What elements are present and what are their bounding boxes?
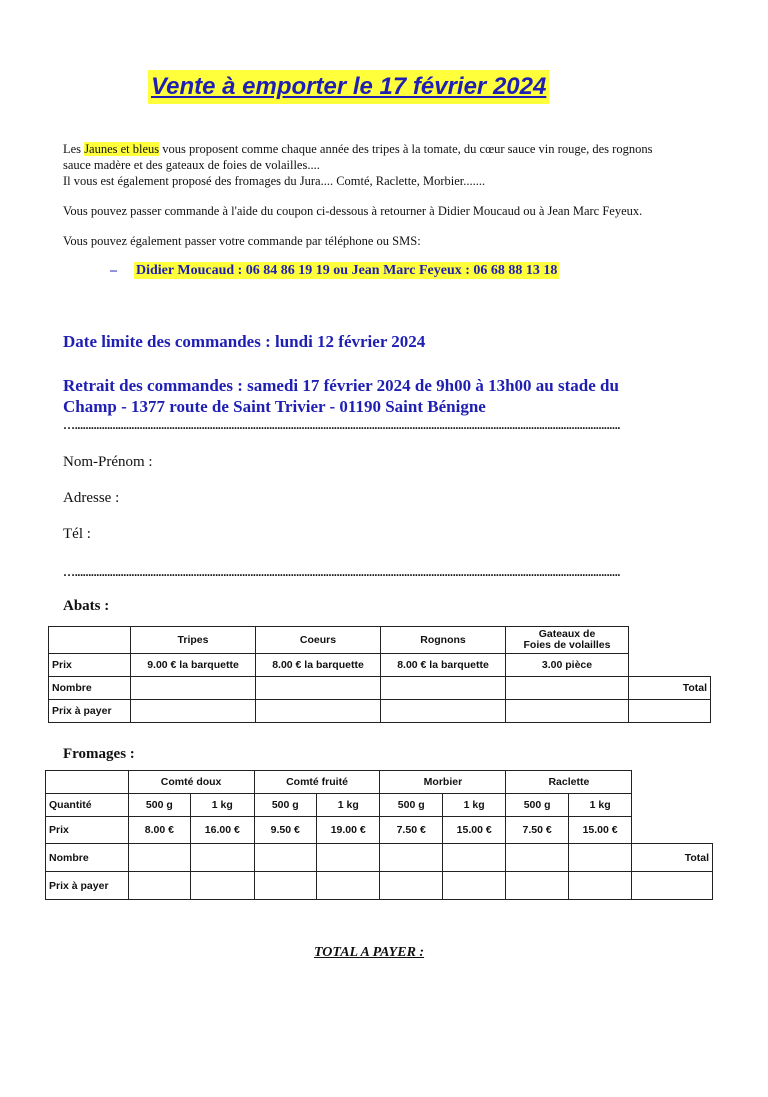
- price-cell: 8.00 € la barquette: [256, 654, 381, 677]
- empty-cell: [46, 771, 129, 794]
- size-cell: 500 g: [506, 794, 568, 817]
- amount-input-cell[interactable]: [506, 700, 629, 723]
- total-to-pay-label: TOTAL A PAYER :: [314, 945, 425, 960]
- cut-line-top: …..........................................................................................................................................................................................................: [63, 418, 621, 432]
- row-label-nombre: Nombre: [46, 844, 129, 872]
- price-cell: 9.00 € la barquette: [131, 654, 256, 677]
- fromages-quantite-row: [46, 794, 713, 817]
- quantity-input-cell[interactable]: [317, 844, 380, 872]
- price-cell: 9.50 €: [254, 817, 316, 844]
- quantity-input-cell[interactable]: [506, 844, 568, 872]
- name-field-label: Nom-Prénom :: [63, 454, 153, 470]
- intro-line-2: sauce madère et des gateaux de foies de volailles....: [63, 158, 320, 172]
- abats-header-row: [49, 627, 711, 654]
- cheese-morbier: Morbier: [380, 771, 506, 794]
- contact-phones-text: Didier Moucaud : 06 84 86 19 19 ou Jean Marc Feyeux : 06 68 88 13 18: [136, 263, 558, 278]
- list-dash: –: [110, 263, 117, 278]
- fromages-prix-payer-row: [46, 872, 713, 900]
- row-label-nombre: Nombre: [49, 677, 131, 700]
- price-cell: 8.00 €: [128, 817, 190, 844]
- price-cell: 15.00 €: [442, 817, 505, 844]
- abats-prix-row: [49, 654, 711, 677]
- amount-input-cell[interactable]: [128, 872, 190, 900]
- row-label-prix-a-payer: Prix à payer: [49, 700, 131, 723]
- price-cell: 19.00 €: [317, 817, 380, 844]
- intro-line-4: Vous pouvez passer commande à l'aide du coupon ci-dessous à retourner à Didier Moucaud ou à Jean Marc Feyeux.: [63, 204, 643, 218]
- page-title: Vente à emporter le 17 février 2024: [148, 70, 549, 104]
- row-label-prix-a-payer: Prix à payer: [46, 872, 129, 900]
- total-input-cell[interactable]: [629, 700, 711, 723]
- contact-phones: [110, 263, 559, 279]
- total-label: Total: [629, 677, 711, 700]
- row-label-prix: Prix: [46, 817, 129, 844]
- intro-line-1: Les Jaunes et bleus vous proposent comme chaque année des tripes à la tomate, du cœur sauce vin rouge, des rognons: [63, 142, 653, 156]
- size-cell: 500 g: [380, 794, 442, 817]
- quantity-input-cell[interactable]: [128, 844, 190, 872]
- amount-input-cell[interactable]: [256, 700, 381, 723]
- quantity-input-cell[interactable]: [254, 844, 316, 872]
- amount-input-cell[interactable]: [442, 872, 505, 900]
- size-cell: 1 kg: [568, 794, 631, 817]
- fromages-header-row: [46, 771, 713, 794]
- abats-table: [48, 626, 711, 723]
- amount-input-cell[interactable]: [317, 872, 380, 900]
- total-label: Total: [632, 844, 713, 872]
- fromages-table: [45, 770, 713, 900]
- quantity-input-cell[interactable]: [380, 844, 442, 872]
- amount-input-cell[interactable]: [568, 872, 631, 900]
- amount-input-cell[interactable]: [506, 872, 568, 900]
- quantity-input-cell[interactable]: [256, 677, 381, 700]
- cheese-raclette: Raclette: [506, 771, 632, 794]
- abats-nombre-row: [49, 677, 711, 700]
- quantity-input-cell[interactable]: [442, 844, 505, 872]
- size-cell: 1 kg: [442, 794, 505, 817]
- club-name-highlight: Jaunes et bleus: [84, 142, 160, 156]
- pickup-line-2: Champ - 1377 route de Saint Trivier - 01190 Saint Bénigne: [63, 397, 486, 416]
- fromages-nombre-row: [46, 844, 713, 872]
- price-cell: 7.50 €: [380, 817, 442, 844]
- abats-heading: Abats :: [63, 598, 110, 614]
- pickup-line-1: Retrait des commandes : samedi 17 février 2024 de 9h00 à 13h00 au stade du: [63, 376, 619, 395]
- abats-col-gateaux: Gateaux de Foies de volailles: [506, 627, 629, 654]
- cheese-comte-fruite: Comté fruité: [254, 771, 380, 794]
- quantity-input-cell[interactable]: [568, 844, 631, 872]
- quantity-input-cell[interactable]: [506, 677, 629, 700]
- intro-line-5: Vous pouvez également passer votre commande par téléphone ou SMS:: [63, 234, 421, 248]
- empty-cell: [49, 627, 131, 654]
- cheese-comte-doux: Comté doux: [128, 771, 254, 794]
- quantity-input-cell[interactable]: [191, 844, 254, 872]
- price-cell: 8.00 € la barquette: [381, 654, 506, 677]
- size-cell: 500 g: [254, 794, 316, 817]
- quantity-input-cell[interactable]: [131, 677, 256, 700]
- quantity-input-cell[interactable]: [381, 677, 506, 700]
- abats-col-rognons: Rognons: [381, 627, 506, 654]
- cut-line-bottom: …..........................................................................................................................................................................................................: [63, 565, 621, 579]
- abats-col-tripes: Tripes: [131, 627, 256, 654]
- intro-line-3: Il vous est également proposé des fromages du Jura.... Comté, Raclette, Morbier.......: [63, 174, 486, 188]
- price-cell: 7.50 €: [506, 817, 568, 844]
- size-cell: 500 g: [128, 794, 190, 817]
- amount-input-cell[interactable]: [191, 872, 254, 900]
- address-field-label: Adresse :: [63, 490, 120, 506]
- fromages-prix-row: [46, 817, 713, 844]
- amount-input-cell[interactable]: [381, 700, 506, 723]
- row-label-quantite: Quantité: [46, 794, 129, 817]
- amount-input-cell[interactable]: [380, 872, 442, 900]
- abats-col-coeurs: Coeurs: [256, 627, 381, 654]
- size-cell: 1 kg: [317, 794, 380, 817]
- amount-input-cell[interactable]: [131, 700, 256, 723]
- size-cell: 1 kg: [191, 794, 254, 817]
- row-label-prix: Prix: [49, 654, 131, 677]
- price-cell: 16.00 €: [191, 817, 254, 844]
- order-deadline: Date limite des commandes : lundi 12 février 2024: [63, 332, 426, 351]
- price-cell: 3.00 pièce: [506, 654, 629, 677]
- price-cell: 15.00 €: [568, 817, 631, 844]
- amount-input-cell[interactable]: [254, 872, 316, 900]
- abats-prix-payer-row: [49, 700, 711, 723]
- phone-field-label: Tél :: [63, 526, 91, 542]
- total-input-cell[interactable]: [632, 872, 713, 900]
- fromages-heading: Fromages :: [63, 746, 135, 762]
